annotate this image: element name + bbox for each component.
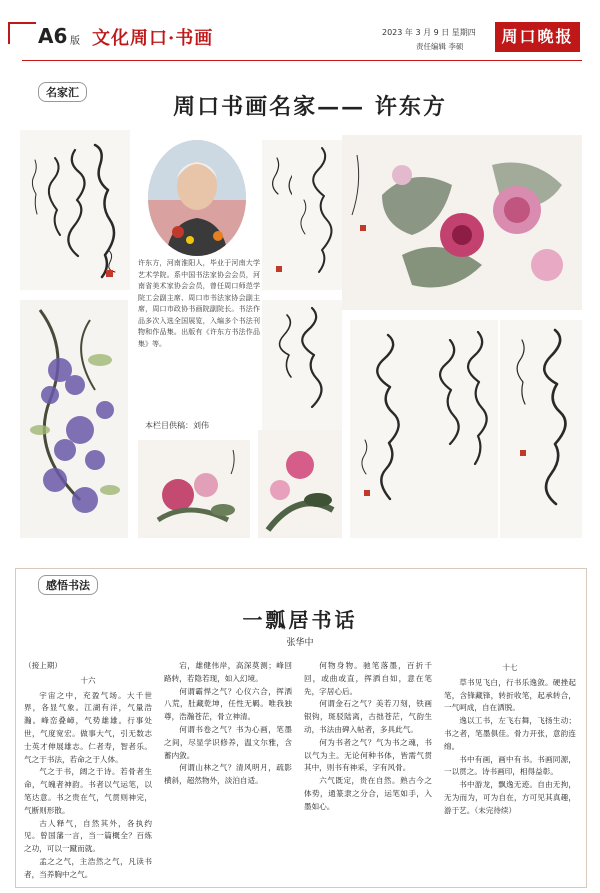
paragraph: 书中有画，画中有书。书画同源，一以贯之。诗书画印，相得益彰。 [444, 754, 576, 777]
paragraph: 古人释气，自然其外，各执约见。曾国藩一言，当一篇概全？百炼之功，可以一蹴而就。 [24, 818, 152, 854]
wisteria-painting [20, 300, 128, 538]
upper-section-tag: 名家汇 [38, 82, 87, 102]
calligraphy-work-5 [350, 320, 420, 538]
peony-painting [342, 135, 582, 310]
newspaper-logo: 周口晚报 [495, 22, 580, 52]
header-corner-mark [8, 22, 36, 44]
essay-author: 张华中 [286, 638, 314, 648]
flower-painting-small [138, 440, 250, 538]
artist-bio: 许东方，河南淮阳人，毕业于河南大学艺术学院。系中国书法家协会会员，河南省美术家协会会员，曾任周口师范学院工会副主席、周口市书法家协会副主席，周口市政协书画院副院长。书法作品多次入选全国展览，入编多个书法刊物和作品集。出版有《许东方书法作品集》等。 [138, 259, 260, 348]
chapter-number: 十六 [80, 675, 96, 685]
paragraph: 孟之之气，主浩然之气，凡读书者，当养胸中之气。 [24, 856, 152, 879]
paragraph: 六气既定，贵在自然。熟古今之体势，通篆隶之分合，运笔如手，入墨如心。 [304, 776, 432, 811]
column-credit: 本栏目供稿：刘伟 [145, 421, 209, 430]
calligraphy-work-7 [500, 320, 582, 538]
paragraph: 宇宙之中，充盈气场。大千世界，各显气象。江湖有洋，气量浩瀚。峰峦叠嶂，气势雄雄。行事处世，气度宽宏。做事大气，引无数志士英才伸展雄志。仁者寿，智者乐。气之于书法，若命之于人体。 [24, 690, 152, 764]
issue-date: 2023 年 3 月 9 日 星期四 [382, 28, 476, 37]
lower-section-tag: 感悟书法 [38, 575, 98, 595]
artist-portrait [148, 140, 246, 256]
paragraph: 气之于书，阔之于诗。若骨者生命，气魄者神韵。书者以气运笔，以笔达意。书之贵在气，气贯则神完，气断则形散。 [24, 767, 152, 815]
header-divider [22, 60, 582, 61]
paragraph: 何谓书卷之气？书为心画，笔墨之间，尽显学识修养，温文尔雅，含蓄内敛。 [164, 724, 292, 760]
paragraph: 宕，雄健伟岸，高深莫测；峰回路转，若隐若现，如入幻境。 [164, 661, 292, 683]
paragraph: 何为书者之气？气为书之魂，书以气为主。无论何种书体，皆需气贯其中，则书有神采，字有风骨。 [304, 737, 432, 773]
page-suffix: 版 [70, 36, 80, 47]
paragraph: 何谓山林之气？清风明月，疏影横斜，超然物外，淡泊自适。 [164, 763, 292, 786]
page-header [0, 0, 600, 62]
paragraph: 何谓霸悍之气？心仪六合，挥洒八荒，肚藏乾坤，任性无羁。唯我独尊，浩瀚苍茫，骨立神清。 [164, 686, 292, 722]
calligraphy-work-4 [262, 300, 342, 430]
paragraph: 逸以工书，左飞右舞，飞扬生动；书之者，笔墨俱佳。骨力开张，意韵连绵。 [444, 716, 576, 751]
essay-column-4 [444, 660, 576, 818]
essay-column-3 [304, 660, 432, 814]
page-number: A6 [38, 24, 68, 48]
paragraph: 何物身物。驰笔落墨，百折千回，或曲或直，挥洒自如，意在笔先，字居心后。 [304, 661, 432, 696]
editor-credit: 责任编辑 李硕 [416, 42, 464, 51]
section-name: 文化周口·书画 [92, 28, 214, 49]
essay-column-2 [164, 660, 292, 788]
essay-column-1 [24, 660, 152, 882]
continued-note: （接上期） [24, 661, 62, 670]
essay-title: 一瓢居书话 [242, 608, 358, 632]
paragraph: 草书见飞白，行书乐逸敛。硬挫起笔，含锋藏锋，转折收笔，起承转合，一气呵成，自在洒脱。 [444, 677, 576, 713]
chapter-number: 十七 [502, 663, 518, 672]
upper-title: 周口书画名家—— 许东方 [173, 94, 447, 120]
calligraphy-work-6 [420, 320, 498, 538]
calligraphy-work-3 [292, 140, 342, 290]
flower-painting-center [258, 430, 342, 538]
paragraph: 书中游龙，飘逸无迹。自由无拘，无为而为，可为自在，方可见其真趣，游于艺。（未完待续） [444, 780, 576, 815]
calligraphy-work-1 [20, 130, 130, 290]
paragraph: 何谓金石之气？美若刀刻，铁画银钩，斑驳陆离，古拙苍茫，气韵生动，书法由碑入帖者，多具此气。 [304, 699, 432, 734]
